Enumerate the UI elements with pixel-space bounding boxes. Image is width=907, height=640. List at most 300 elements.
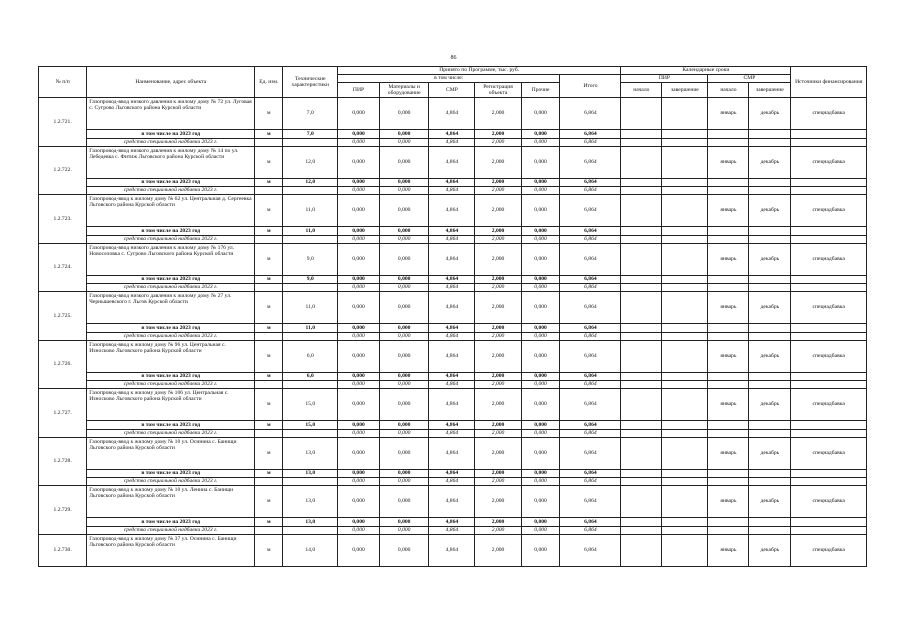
subtotal-unit: м xyxy=(255,324,283,333)
pir-end-cell xyxy=(662,195,708,227)
materials-cell: 0,000 xyxy=(380,195,429,227)
pir-cell: 0,000 xyxy=(338,195,380,227)
other-cell: 0,000 xyxy=(521,534,560,566)
empty-cell xyxy=(621,429,662,437)
empty-cell xyxy=(708,518,749,527)
empty-cell xyxy=(283,429,338,437)
funding-pir: 0,000 xyxy=(338,526,380,534)
pir-cell: 0,000 xyxy=(338,98,380,130)
empty-cell xyxy=(708,227,749,236)
pir-start-cell xyxy=(621,534,662,566)
subtotal-row xyxy=(39,227,867,236)
table-row xyxy=(39,243,867,275)
funding-registration: 2,000 xyxy=(475,235,521,243)
tech-cell: 13,0 xyxy=(283,437,338,469)
subtotal-other: 0,000 xyxy=(521,518,560,527)
registration-cell: 2,000 xyxy=(475,437,521,469)
empty-cell xyxy=(621,381,662,389)
object-name: Газопровод-ввод низкого давления к жилому дому № 176 ул. Новоселовка с. Сугрово Льговского района Курской области xyxy=(87,243,255,275)
funding-row xyxy=(39,187,867,195)
funding-label: средства специальной надбавки 2023 г. xyxy=(87,429,255,437)
other-cell: 0,000 xyxy=(521,243,560,275)
funding-materials: 0,000 xyxy=(380,187,429,195)
empty-cell xyxy=(791,429,867,437)
funding-other: 0,000 xyxy=(521,187,560,195)
funding-materials: 0,000 xyxy=(380,332,429,340)
materials-cell: 0,000 xyxy=(380,340,429,372)
registration-cell: 2,000 xyxy=(475,389,521,421)
subtotal-other: 0,000 xyxy=(521,227,560,236)
source-cell: спецнадбавка xyxy=(791,292,867,324)
smr-start-cell: январь xyxy=(708,486,749,518)
tech-cell: 11,0 xyxy=(283,292,338,324)
subtotal-materials: 0,000 xyxy=(380,178,429,187)
object-name: Газопровод-ввод низкого давления к жилому дому № 27 ул. Чернышевского г. Льгов Курской области xyxy=(87,292,255,324)
funding-row xyxy=(39,284,867,292)
empty-cell xyxy=(283,332,338,340)
subtotal-total: 6,864 xyxy=(560,275,621,284)
pir-cell: 0,000 xyxy=(338,389,380,421)
subtotal-materials: 0,000 xyxy=(380,518,429,527)
empty-cell xyxy=(662,518,708,527)
subtotal-pir: 0,000 xyxy=(338,372,380,381)
empty-cell xyxy=(255,138,283,146)
funding-total: 6,864 xyxy=(560,284,621,292)
subtotal-pir: 0,000 xyxy=(338,469,380,478)
funding-label: средства специальной надбавки 2023 г. xyxy=(87,381,255,389)
subtotal-tech: 9,0 xyxy=(283,275,338,284)
funding-registration: 2,000 xyxy=(475,332,521,340)
empty-cell xyxy=(708,332,749,340)
row-number: 1.2.728. xyxy=(39,437,87,486)
funding-smr: 4,864 xyxy=(429,332,475,340)
source-cell: спецнадбавка xyxy=(791,340,867,372)
header-pir: ПИР xyxy=(338,83,380,98)
total-cell: 6,864 xyxy=(560,195,621,227)
materials-cell: 0,000 xyxy=(380,486,429,518)
tech-cell: 12,0 xyxy=(283,146,338,178)
empty-cell xyxy=(749,469,791,478)
empty-cell xyxy=(621,478,662,486)
header-materials: Материалы и оборудование xyxy=(380,83,429,98)
funding-row xyxy=(39,332,867,340)
funding-other: 0,000 xyxy=(521,429,560,437)
pir-cell: 0,000 xyxy=(338,534,380,566)
funding-materials: 0,000 xyxy=(380,429,429,437)
subtotal-label: в том числе на 2023 год xyxy=(87,275,255,284)
table-row xyxy=(39,195,867,227)
subtotal-row xyxy=(39,275,867,284)
subtotal-registration: 2,000 xyxy=(475,178,521,187)
materials-cell: 0,000 xyxy=(380,98,429,130)
funding-materials: 0,000 xyxy=(380,235,429,243)
subtotal-registration: 2,000 xyxy=(475,324,521,333)
subtotal-row xyxy=(39,372,867,381)
pir-start-cell xyxy=(621,195,662,227)
funding-row xyxy=(39,429,867,437)
subtotal-other: 0,000 xyxy=(521,178,560,187)
total-cell: 6,864 xyxy=(560,146,621,178)
smr-cell: 4,864 xyxy=(429,437,475,469)
smr-end-cell: декабрь xyxy=(749,486,791,518)
pir-start-cell xyxy=(621,389,662,421)
smr-cell: 4,864 xyxy=(429,146,475,178)
pir-start-cell xyxy=(621,146,662,178)
smr-cell: 4,864 xyxy=(429,486,475,518)
empty-cell xyxy=(749,526,791,534)
empty-cell xyxy=(708,187,749,195)
tech-cell: 11,0 xyxy=(283,195,338,227)
funding-pir: 0,000 xyxy=(338,332,380,340)
empty-cell xyxy=(708,421,749,430)
header-num: № п/п xyxy=(39,67,87,98)
subtotal-registration: 2,000 xyxy=(475,518,521,527)
subtotal-row xyxy=(39,469,867,478)
subtotal-smr: 4,864 xyxy=(429,130,475,139)
header-name: Наименование, адрес объекта xyxy=(87,67,255,98)
subtotal-unit: м xyxy=(255,421,283,430)
empty-cell xyxy=(662,178,708,187)
empty-cell xyxy=(791,275,867,284)
total-cell: 6,864 xyxy=(560,389,621,421)
header-other: Прочие xyxy=(521,83,560,98)
funding-total: 6,864 xyxy=(560,138,621,146)
registration-cell: 2,000 xyxy=(475,292,521,324)
funding-registration: 2,000 xyxy=(475,138,521,146)
smr-cell: 4,864 xyxy=(429,340,475,372)
subtotal-label: в том числе на 2023 год xyxy=(87,130,255,139)
pir-cell: 0,000 xyxy=(338,243,380,275)
funding-other: 0,000 xyxy=(521,284,560,292)
source-cell: спецнадбавка xyxy=(791,243,867,275)
smr-cell: 4,864 xyxy=(429,389,475,421)
table-row xyxy=(39,98,867,130)
subtotal-pir: 0,000 xyxy=(338,227,380,236)
funding-smr: 4,864 xyxy=(429,235,475,243)
subtotal-other: 0,000 xyxy=(521,324,560,333)
smr-end-cell: декабрь xyxy=(749,389,791,421)
subtotal-tech: 7,0 xyxy=(283,130,338,139)
pir-end-cell xyxy=(662,243,708,275)
empty-cell xyxy=(708,372,749,381)
empty-cell xyxy=(662,324,708,333)
row-number: 1.2.729. xyxy=(39,486,87,535)
subtotal-smr: 4,864 xyxy=(429,324,475,333)
empty-cell xyxy=(255,526,283,534)
subtotal-tech: 11,0 xyxy=(283,324,338,333)
table-row xyxy=(39,486,867,518)
registration-cell: 2,000 xyxy=(475,195,521,227)
pir-cell: 0,000 xyxy=(338,146,380,178)
funding-pir: 0,000 xyxy=(338,478,380,486)
empty-cell xyxy=(255,332,283,340)
object-name: Газопровод-ввод низкого давления к жилому дому № 14 по ул. Лебедевка с. Фитиж Льговского района Курской области xyxy=(87,146,255,178)
subtotal-smr: 4,864 xyxy=(429,227,475,236)
empty-cell xyxy=(662,429,708,437)
unit-cell: м xyxy=(255,437,283,469)
empty-cell xyxy=(749,275,791,284)
total-cell: 6,864 xyxy=(560,534,621,566)
pir-start-cell xyxy=(621,98,662,130)
empty-cell xyxy=(283,478,338,486)
empty-cell xyxy=(662,187,708,195)
subtotal-tech: 13,0 xyxy=(283,469,338,478)
materials-cell: 0,000 xyxy=(380,389,429,421)
empty-cell xyxy=(662,235,708,243)
empty-cell xyxy=(791,284,867,292)
funding-pir: 0,000 xyxy=(338,187,380,195)
row-number: 1.2.727. xyxy=(39,389,87,438)
funding-pir: 0,000 xyxy=(338,381,380,389)
smr-start-cell: январь xyxy=(708,389,749,421)
subtotal-unit: м xyxy=(255,130,283,139)
unit-cell: м xyxy=(255,486,283,518)
subtotal-smr: 4,864 xyxy=(429,421,475,430)
total-cell: 6,864 xyxy=(560,437,621,469)
empty-cell xyxy=(708,130,749,139)
pir-end-cell xyxy=(662,534,708,566)
other-cell: 0,000 xyxy=(521,195,560,227)
source-cell: спецнадбавка xyxy=(791,146,867,178)
subtotal-label: в том числе на 2023 год xyxy=(87,372,255,381)
empty-cell xyxy=(662,227,708,236)
funding-total: 6,864 xyxy=(560,187,621,195)
empty-cell xyxy=(708,381,749,389)
registration-cell: 2,000 xyxy=(475,146,521,178)
other-cell: 0,000 xyxy=(521,292,560,324)
subtotal-unit: м xyxy=(255,275,283,284)
header-pir-end: завершение xyxy=(662,83,708,98)
subtotal-row xyxy=(39,130,867,139)
materials-cell: 0,000 xyxy=(380,437,429,469)
subtotal-tech: 15,0 xyxy=(283,421,338,430)
subtotal-materials: 0,000 xyxy=(380,227,429,236)
funding-label: средства специальной надбавки 2023 г. xyxy=(87,138,255,146)
object-name: Газопровод-ввод к жилому дому № 10 ул. Осинина с. Банищи Льговского района Курской области xyxy=(87,437,255,469)
empty-cell xyxy=(749,332,791,340)
funding-row xyxy=(39,235,867,243)
row-number: 1.2.730. xyxy=(39,534,87,566)
empty-cell xyxy=(749,178,791,187)
empty-cell xyxy=(749,324,791,333)
row-number: 1.2.726. xyxy=(39,340,87,389)
funding-total: 6,864 xyxy=(560,235,621,243)
smr-cell: 4,864 xyxy=(429,195,475,227)
unit-cell: м xyxy=(255,195,283,227)
funding-other: 0,000 xyxy=(521,478,560,486)
total-cell: 6,864 xyxy=(560,98,621,130)
page-number: 86 xyxy=(450,55,457,61)
empty-cell xyxy=(621,187,662,195)
pir-start-cell xyxy=(621,292,662,324)
empty-cell xyxy=(791,235,867,243)
funding-smr: 4,864 xyxy=(429,187,475,195)
empty-cell xyxy=(791,227,867,236)
empty-cell xyxy=(621,324,662,333)
empty-cell xyxy=(749,235,791,243)
empty-cell xyxy=(708,324,749,333)
subtotal-registration: 2,000 xyxy=(475,421,521,430)
subtotal-materials: 0,000 xyxy=(380,130,429,139)
funding-materials: 0,000 xyxy=(380,284,429,292)
subtotal-pir: 0,000 xyxy=(338,421,380,430)
smr-cell: 4,864 xyxy=(429,292,475,324)
header-calendar: Календарные сроки xyxy=(621,67,791,75)
funding-smr: 4,864 xyxy=(429,526,475,534)
empty-cell xyxy=(708,275,749,284)
smr-end-cell: декабрь xyxy=(749,146,791,178)
empty-cell xyxy=(791,130,867,139)
empty-cell xyxy=(708,526,749,534)
empty-cell xyxy=(662,138,708,146)
unit-cell: м xyxy=(255,292,283,324)
materials-cell: 0,000 xyxy=(380,292,429,324)
registration-cell: 2,000 xyxy=(475,98,521,130)
empty-cell xyxy=(621,138,662,146)
smr-start-cell: январь xyxy=(708,98,749,130)
subtotal-smr: 4,864 xyxy=(429,469,475,478)
smr-cell: 4,864 xyxy=(429,243,475,275)
source-cell: спецнадбавка xyxy=(791,437,867,469)
table-row xyxy=(39,292,867,324)
table-row xyxy=(39,534,867,566)
header-cal-smr: СМР xyxy=(708,75,791,83)
table-row xyxy=(39,340,867,372)
pir-start-cell xyxy=(621,340,662,372)
header-pir-start: начало xyxy=(621,83,662,98)
empty-cell xyxy=(255,235,283,243)
subtotal-total: 6,864 xyxy=(560,324,621,333)
table-body xyxy=(39,98,867,567)
funding-label: средства специальной надбавки 2023 г. xyxy=(87,332,255,340)
pir-cell: 0,000 xyxy=(338,292,380,324)
subtotal-materials: 0,000 xyxy=(380,372,429,381)
row-number: 1.2.722. xyxy=(39,146,87,195)
subtotal-total: 6,864 xyxy=(560,130,621,139)
source-cell: спецнадбавка xyxy=(791,486,867,518)
funding-materials: 0,000 xyxy=(380,381,429,389)
empty-cell xyxy=(662,469,708,478)
empty-cell xyxy=(283,235,338,243)
object-name: Газопровод-ввод низкого давления к жилому дому № 72 ул. Луговая с. Сугрово Льговского района Курской области xyxy=(87,98,255,130)
smr-cell: 4,864 xyxy=(429,534,475,566)
empty-cell xyxy=(255,429,283,437)
subtotal-other: 0,000 xyxy=(521,275,560,284)
funding-total: 6,864 xyxy=(560,478,621,486)
table-row xyxy=(39,146,867,178)
subtotal-materials: 0,000 xyxy=(380,324,429,333)
object-name: Газопровод-ввод к жилому дому № 37 ул. Осинина с. Банищи Льговского района Курской области xyxy=(87,534,255,566)
subtotal-unit: м xyxy=(255,178,283,187)
empty-cell xyxy=(791,421,867,430)
header-smr-start: начало xyxy=(708,83,749,98)
pir-end-cell xyxy=(662,437,708,469)
empty-cell xyxy=(791,469,867,478)
empty-cell xyxy=(255,478,283,486)
subtotal-total: 6,864 xyxy=(560,372,621,381)
pir-start-cell xyxy=(621,437,662,469)
funding-other: 0,000 xyxy=(521,381,560,389)
empty-cell xyxy=(749,187,791,195)
subtotal-label: в том числе на 2023 год xyxy=(87,518,255,527)
pir-end-cell xyxy=(662,486,708,518)
object-name: Газопровод-ввод к жилому дому № 96 ул. Центральная с. Износково Льговского района Курской области xyxy=(87,340,255,372)
subtotal-total: 6,864 xyxy=(560,469,621,478)
pir-end-cell xyxy=(662,389,708,421)
empty-cell xyxy=(621,235,662,243)
empty-cell xyxy=(791,518,867,527)
pir-end-cell xyxy=(662,292,708,324)
pir-end-cell xyxy=(662,146,708,178)
empty-cell xyxy=(791,478,867,486)
funding-smr: 4,864 xyxy=(429,284,475,292)
unit-cell: м xyxy=(255,98,283,130)
funding-registration: 2,000 xyxy=(475,478,521,486)
funding-total: 6,864 xyxy=(560,526,621,534)
subtotal-materials: 0,000 xyxy=(380,421,429,430)
subtotal-total: 6,864 xyxy=(560,227,621,236)
empty-cell xyxy=(662,130,708,139)
smr-start-cell: январь xyxy=(708,146,749,178)
empty-cell xyxy=(791,138,867,146)
subtotal-unit: м xyxy=(255,372,283,381)
funding-registration: 2,000 xyxy=(475,187,521,195)
empty-cell xyxy=(283,138,338,146)
subtotal-registration: 2,000 xyxy=(475,372,521,381)
subtotal-pir: 0,000 xyxy=(338,518,380,527)
empty-cell xyxy=(283,381,338,389)
subtotal-tech: 11,0 xyxy=(283,227,338,236)
empty-cell xyxy=(749,381,791,389)
source-cell: спецнадбавка xyxy=(791,389,867,421)
registration-cell: 2,000 xyxy=(475,340,521,372)
header-total: Итого xyxy=(560,75,621,98)
empty-cell xyxy=(621,332,662,340)
subtotal-pir: 0,000 xyxy=(338,178,380,187)
row-number: 1.2.724. xyxy=(39,243,87,292)
empty-cell xyxy=(662,526,708,534)
registration-cell: 2,000 xyxy=(475,243,521,275)
empty-cell xyxy=(621,178,662,187)
smr-start-cell: январь xyxy=(708,534,749,566)
smr-end-cell: декабрь xyxy=(749,98,791,130)
subtotal-tech: 13,0 xyxy=(283,518,338,527)
tech-cell: 9,0 xyxy=(283,243,338,275)
funding-smr: 4,864 xyxy=(429,381,475,389)
materials-cell: 0,000 xyxy=(380,243,429,275)
empty-cell xyxy=(791,178,867,187)
funding-smr: 4,864 xyxy=(429,478,475,486)
empty-cell xyxy=(708,235,749,243)
pir-cell: 0,000 xyxy=(338,437,380,469)
funding-total: 6,864 xyxy=(560,381,621,389)
registration-cell: 2,000 xyxy=(475,534,521,566)
header-tech: Технические характеристики xyxy=(283,67,338,98)
subtotal-pir: 0,000 xyxy=(338,275,380,284)
funding-pir: 0,000 xyxy=(338,235,380,243)
subtotal-materials: 0,000 xyxy=(380,275,429,284)
unit-cell: м xyxy=(255,243,283,275)
funding-materials: 0,000 xyxy=(380,478,429,486)
empty-cell xyxy=(662,275,708,284)
total-cell: 6,864 xyxy=(560,292,621,324)
funding-registration: 2,000 xyxy=(475,526,521,534)
subtotal-other: 0,000 xyxy=(521,130,560,139)
smr-end-cell: декабрь xyxy=(749,292,791,324)
empty-cell xyxy=(791,526,867,534)
smr-start-cell: январь xyxy=(708,292,749,324)
empty-cell xyxy=(749,478,791,486)
